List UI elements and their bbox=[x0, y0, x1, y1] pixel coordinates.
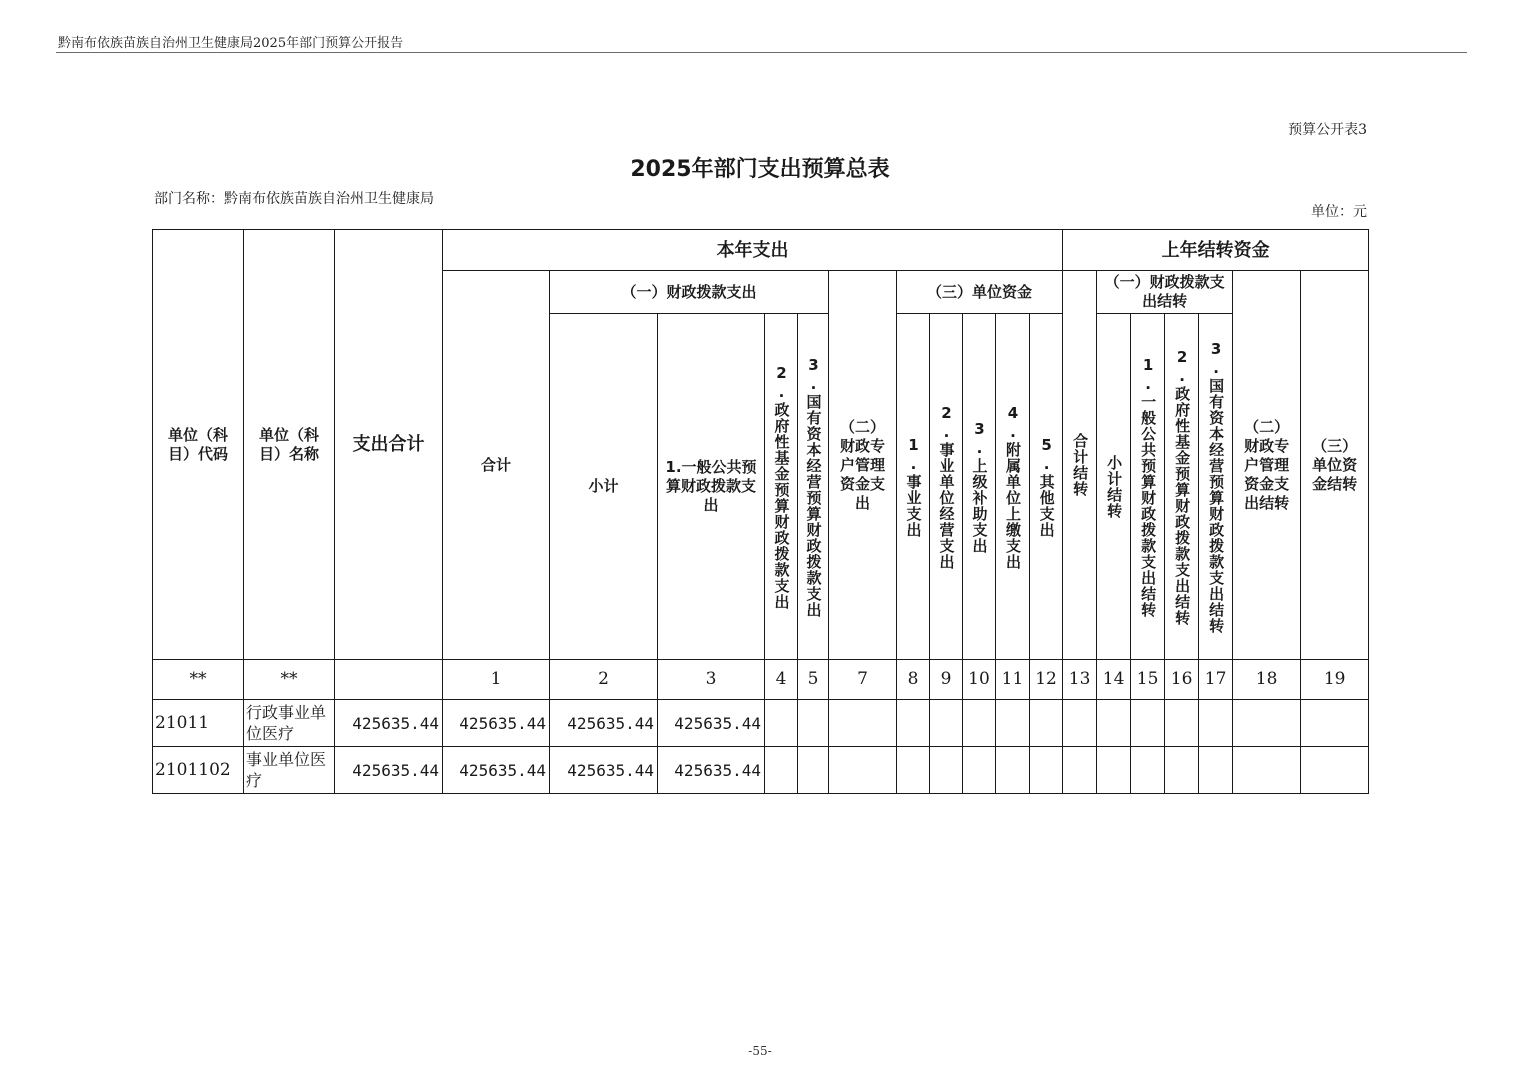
index-cell: 7 bbox=[829, 660, 897, 700]
header-unit-funds-group: （三）单位资金 bbox=[897, 271, 1063, 314]
index-cell: 12 bbox=[1030, 660, 1063, 700]
index-cell: 11 bbox=[996, 660, 1030, 700]
header-carry-fiscal-group: （一）财政拨款支出结转 bbox=[1097, 271, 1233, 314]
header-unit-code: 单位（科目）代码 bbox=[153, 230, 244, 660]
unit-label: 单位：元 bbox=[1311, 204, 1367, 220]
index-cell: ** bbox=[153, 660, 244, 700]
header-operating-exp: 2.事业单位经营支出 bbox=[930, 314, 963, 660]
empty-cell bbox=[1097, 747, 1131, 794]
index-cell: 15 bbox=[1131, 660, 1165, 700]
running-header: 黔南布依族苗族自治州卫生健康局2025年部门预算公开报告 bbox=[58, 36, 404, 51]
empty-cell bbox=[1301, 747, 1369, 794]
row-current-total: 425635.44 bbox=[443, 747, 550, 794]
empty-cell bbox=[798, 700, 829, 747]
index-cell: 16 bbox=[1165, 660, 1199, 700]
header-general-public: 1.一般公共预算财政拨款支出 bbox=[658, 314, 765, 660]
row-general-public: 425635.44 bbox=[658, 747, 765, 794]
row-fiscal-subtotal: 425635.44 bbox=[550, 700, 658, 747]
index-cell: 9 bbox=[930, 660, 963, 700]
index-cell: 19 bbox=[1301, 660, 1369, 700]
header-fiscal-subtotal: 小计 bbox=[550, 314, 658, 660]
index-row bbox=[153, 660, 1369, 700]
empty-cell bbox=[963, 700, 996, 747]
row-current-total: 425635.44 bbox=[443, 700, 550, 747]
header-carry-general: 1.一般公共预算财政拨款支出结转 bbox=[1131, 314, 1165, 660]
header-total: 支出合计 bbox=[335, 230, 443, 660]
empty-cell bbox=[897, 700, 930, 747]
empty-cell bbox=[1063, 700, 1097, 747]
row-total: 425635.44 bbox=[335, 700, 443, 747]
table-number: 预算公开表3 bbox=[1288, 122, 1367, 138]
header-gov-fund: 2.政府性基金预算财政拨款支出 bbox=[765, 314, 798, 660]
index-cell: 4 bbox=[765, 660, 798, 700]
empty-cell bbox=[829, 747, 897, 794]
header-carry-special-account: （二）财政专户管理资金支出结转 bbox=[1233, 271, 1301, 660]
empty-cell bbox=[930, 700, 963, 747]
header-fiscal-group: （一）财政拨款支出 bbox=[550, 271, 829, 314]
index-cell: 8 bbox=[897, 660, 930, 700]
header-carry-state-capital: 3.国有资本经营预算财政拨款支出结转 bbox=[1199, 314, 1233, 660]
empty-cell bbox=[996, 700, 1030, 747]
empty-cell bbox=[1165, 700, 1199, 747]
header-affiliate-exp: 4.附属单位上缴支出 bbox=[996, 314, 1030, 660]
header-carry-unit-funds: （三）单位资金结转 bbox=[1301, 271, 1369, 660]
empty-cell bbox=[1233, 700, 1301, 747]
row-general-public: 425635.44 bbox=[658, 700, 765, 747]
index-cell: 10 bbox=[963, 660, 996, 700]
row-name: 行政事业单位医疗 bbox=[244, 700, 335, 747]
page-title: 2025年部门支出预算总表 bbox=[630, 157, 890, 182]
header-current-year: 本年支出 bbox=[443, 230, 1063, 271]
index-cell: 2 bbox=[550, 660, 658, 700]
empty-cell bbox=[765, 747, 798, 794]
empty-cell bbox=[798, 747, 829, 794]
index-cell: 17 bbox=[1199, 660, 1233, 700]
index-cell bbox=[335, 660, 443, 700]
empty-cell bbox=[963, 747, 996, 794]
empty-cell bbox=[1030, 700, 1063, 747]
index-cell: 3 bbox=[658, 660, 765, 700]
empty-cell bbox=[765, 700, 798, 747]
table-row bbox=[153, 747, 1369, 794]
header-special-account: （二）财政专户管理资金支出 bbox=[829, 271, 897, 660]
budget-table bbox=[152, 229, 1369, 794]
header-carry-subtotal: 小计结转 bbox=[1097, 314, 1131, 660]
empty-cell bbox=[1063, 747, 1097, 794]
empty-cell bbox=[996, 747, 1030, 794]
header-carry-gov-fund: 2.政府性基金预算财政拨款支出结转 bbox=[1165, 314, 1199, 660]
index-cell: 1 bbox=[443, 660, 550, 700]
header-unit-name: 单位（科目）名称 bbox=[244, 230, 335, 660]
empty-cell bbox=[1030, 747, 1063, 794]
empty-cell bbox=[1097, 700, 1131, 747]
empty-cell bbox=[1131, 747, 1165, 794]
header-other-exp: 5.其他支出 bbox=[1030, 314, 1063, 660]
empty-cell bbox=[897, 747, 930, 794]
row-code: 21011 bbox=[153, 700, 244, 747]
row-total: 425635.44 bbox=[335, 747, 443, 794]
row-code: 2101102 bbox=[153, 747, 244, 794]
header-business-exp: 1.事业支出 bbox=[897, 314, 930, 660]
index-cell: 13 bbox=[1063, 660, 1097, 700]
index-cell: 14 bbox=[1097, 660, 1131, 700]
row-fiscal-subtotal: 425635.44 bbox=[550, 747, 658, 794]
index-cell: ** bbox=[244, 660, 335, 700]
header-current-total: 合计 bbox=[443, 271, 550, 660]
empty-cell bbox=[829, 700, 897, 747]
empty-cell bbox=[930, 747, 963, 794]
empty-cell bbox=[1233, 747, 1301, 794]
department-label: 部门名称：黔南布依族苗族自治州卫生健康局 bbox=[154, 191, 434, 207]
empty-cell bbox=[1199, 700, 1233, 747]
empty-cell bbox=[1199, 747, 1233, 794]
row-name: 事业单位医疗 bbox=[244, 747, 335, 794]
header-subsidy-exp: 3.上级补助支出 bbox=[963, 314, 996, 660]
index-cell: 5 bbox=[798, 660, 829, 700]
header-state-capital: 3.国有资本经营预算财政拨款支出 bbox=[798, 314, 829, 660]
header-prior-year-carryover: 上年结转资金 bbox=[1063, 230, 1369, 271]
empty-cell bbox=[1131, 700, 1165, 747]
header-rule bbox=[56, 52, 1467, 53]
empty-cell bbox=[1165, 747, 1199, 794]
page-number: -55- bbox=[748, 1044, 772, 1058]
header-carry-total: 合计结转 bbox=[1063, 271, 1097, 660]
index-cell: 18 bbox=[1233, 660, 1301, 700]
table-row bbox=[153, 700, 1369, 747]
empty-cell bbox=[1301, 700, 1369, 747]
